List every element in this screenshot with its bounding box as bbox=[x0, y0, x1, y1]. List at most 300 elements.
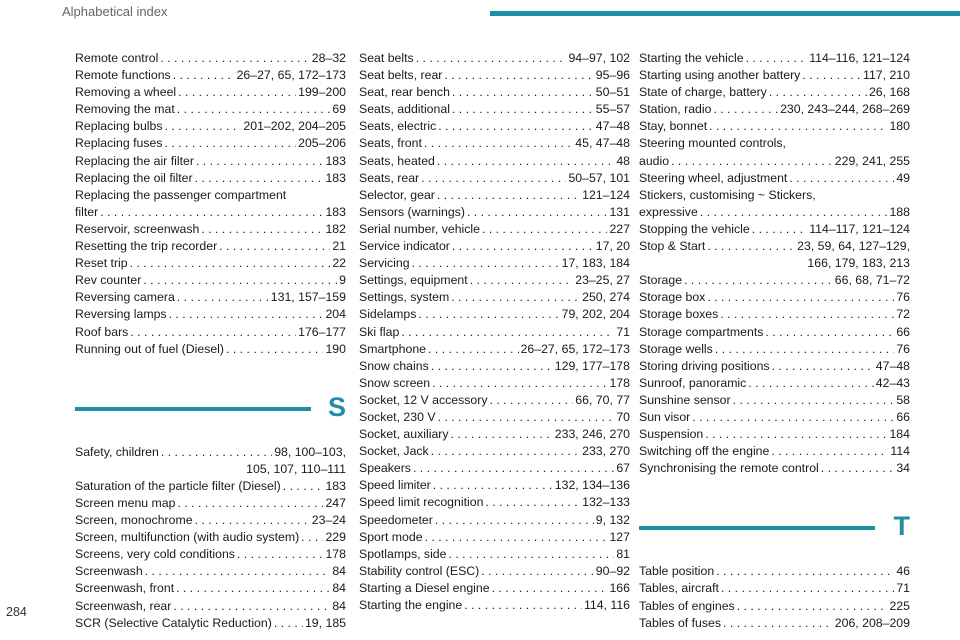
index-entry bbox=[75, 512, 346, 529]
entry-pages: 188 bbox=[889, 204, 910, 219]
entry-pages: 26–27, 65, 172–173 bbox=[236, 68, 346, 83]
dot-leader bbox=[418, 306, 559, 323]
index-entry bbox=[75, 118, 346, 135]
dot-leader bbox=[769, 84, 867, 101]
entry-term: Safety, children bbox=[75, 444, 159, 459]
index-entry bbox=[359, 460, 630, 477]
entry-term: Speakers bbox=[359, 461, 411, 476]
index-entry bbox=[75, 153, 346, 170]
dot-leader bbox=[821, 460, 895, 477]
dot-leader bbox=[452, 101, 594, 118]
dot-leader bbox=[464, 597, 582, 614]
dot-leader bbox=[160, 50, 309, 67]
index-entry bbox=[639, 101, 910, 118]
index-entry bbox=[359, 187, 630, 204]
dot-leader bbox=[720, 306, 894, 323]
section-heading-t bbox=[639, 513, 910, 557]
entry-pages: 90–92 bbox=[595, 563, 630, 578]
entry-term: Settings, equipment bbox=[359, 273, 468, 288]
entry-pages: 129, 177–178 bbox=[554, 358, 630, 373]
entry-pages: 229, 241, 255 bbox=[834, 153, 910, 168]
dot-leader bbox=[765, 324, 894, 341]
index-entry bbox=[639, 135, 910, 152]
entry-pages: 66 bbox=[896, 409, 910, 424]
index-entry bbox=[75, 221, 346, 238]
entry-pages: 42–43 bbox=[875, 375, 910, 390]
entry-term: Smartphone bbox=[359, 341, 426, 356]
entry-pages: 205–206 bbox=[298, 136, 346, 151]
entry-term: Service indicator bbox=[359, 239, 450, 254]
entry-pages: 184 bbox=[889, 427, 910, 442]
dot-leader bbox=[437, 153, 614, 170]
entry-pages: 48 bbox=[616, 153, 630, 168]
entry-term: Replacing the air filter bbox=[75, 153, 194, 168]
index-entry bbox=[639, 238, 910, 255]
index-entry bbox=[359, 597, 630, 614]
entry-term: Replacing bulbs bbox=[75, 119, 163, 134]
dot-leader bbox=[449, 546, 615, 563]
entry-pages: 76 bbox=[896, 341, 910, 356]
entry-pages: 131 bbox=[609, 204, 630, 219]
index-entry bbox=[359, 50, 630, 67]
entry-term: expressive bbox=[639, 204, 698, 219]
index-entry bbox=[75, 238, 346, 255]
entry-term: filter bbox=[75, 204, 99, 219]
dot-leader bbox=[433, 477, 553, 494]
entry-pages: 121–124 bbox=[582, 187, 630, 202]
index-entry bbox=[75, 461, 346, 478]
dot-leader bbox=[413, 460, 614, 477]
dot-leader bbox=[470, 272, 574, 289]
entry-term: Starting a Diesel engine bbox=[359, 580, 490, 595]
entry-term: Stability control (ESC) bbox=[359, 563, 480, 578]
dot-leader bbox=[274, 615, 303, 632]
entry-term: Screenwash, rear bbox=[75, 598, 172, 613]
entry-pages: 26, 168 bbox=[868, 85, 910, 100]
index-entry bbox=[359, 409, 630, 426]
dot-leader bbox=[452, 84, 594, 101]
index-entry bbox=[639, 563, 910, 580]
dot-leader bbox=[425, 529, 608, 546]
entry-term: Ski flap bbox=[359, 324, 400, 339]
dot-leader bbox=[705, 426, 887, 443]
index-entry bbox=[75, 615, 346, 632]
entry-term: Socket, Jack bbox=[359, 444, 429, 459]
entry-pages: 84 bbox=[332, 598, 346, 613]
entry-term: Stopping the vehicle bbox=[639, 221, 750, 236]
dot-leader bbox=[438, 409, 615, 426]
entry-pages: 94–97, 102 bbox=[568, 51, 630, 65]
index-entry bbox=[359, 84, 630, 101]
entry-pages: 23–25, 27 bbox=[575, 273, 630, 288]
index-entry bbox=[359, 204, 630, 221]
entry-term: Screens, very cold conditions bbox=[75, 547, 235, 562]
entry-pages: 233, 270 bbox=[582, 444, 630, 459]
dot-leader bbox=[737, 598, 888, 615]
index-entry bbox=[639, 204, 910, 221]
entry-pages: 114–116, 121–124 bbox=[809, 51, 910, 65]
index-entry bbox=[359, 392, 630, 409]
page-number: 284 bbox=[6, 605, 27, 619]
index-entry bbox=[359, 289, 630, 306]
index-entry bbox=[639, 443, 910, 460]
index-entry bbox=[639, 598, 910, 615]
dot-leader bbox=[301, 529, 323, 546]
dot-leader bbox=[145, 563, 331, 580]
dot-leader bbox=[165, 135, 297, 152]
index-entry bbox=[639, 50, 910, 67]
entry-pages: 176–177 bbox=[298, 324, 346, 339]
index-entry bbox=[639, 392, 910, 409]
entry-pages: 132, 134–136 bbox=[554, 478, 630, 493]
index-entry bbox=[639, 375, 910, 392]
index-entry bbox=[75, 478, 346, 495]
entry-term: Seats, heated bbox=[359, 153, 435, 168]
section-letter: S bbox=[327, 391, 346, 422]
index-entry bbox=[75, 598, 346, 615]
index-entry bbox=[639, 118, 910, 135]
dot-leader bbox=[401, 324, 614, 341]
entry-term: Sun visor bbox=[639, 409, 691, 424]
entry-term: Snow chains bbox=[359, 358, 429, 373]
dot-leader bbox=[177, 101, 331, 118]
entry-pages: 233, 246, 270 bbox=[554, 427, 630, 442]
dot-leader bbox=[451, 289, 580, 306]
entry-pages: 66, 68, 71–72 bbox=[834, 273, 910, 288]
index-entry bbox=[75, 135, 346, 152]
index-entry bbox=[359, 238, 630, 255]
entry-term: Remote control bbox=[75, 51, 159, 65]
entry-term: Table position bbox=[639, 564, 715, 579]
dot-leader bbox=[195, 512, 310, 529]
dot-leader bbox=[161, 444, 272, 461]
entry-term: Starting the engine bbox=[359, 598, 463, 612]
dot-leader bbox=[196, 153, 324, 170]
entry-term: Screenwash bbox=[75, 564, 143, 579]
index-entry bbox=[75, 529, 346, 546]
index-entry bbox=[359, 358, 630, 375]
entry-term: Removing the mat bbox=[75, 102, 175, 117]
entry-pages: 46 bbox=[896, 564, 910, 579]
index-entry bbox=[75, 204, 346, 221]
dot-leader bbox=[412, 255, 560, 272]
index-entry bbox=[359, 341, 630, 358]
dot-leader bbox=[173, 598, 330, 615]
index-entry bbox=[75, 170, 346, 187]
dot-leader bbox=[428, 341, 519, 358]
entry-pages: 95–96 bbox=[595, 68, 630, 83]
index-entry bbox=[359, 135, 630, 152]
entry-pages: 190 bbox=[325, 341, 346, 356]
index-entry bbox=[359, 101, 630, 118]
index-entry bbox=[639, 84, 910, 101]
index-entry bbox=[639, 460, 910, 477]
section-divider bbox=[639, 526, 875, 530]
entry-pages: 17, 20 bbox=[595, 239, 630, 254]
section-letter: T bbox=[893, 511, 910, 542]
entry-pages: 114–117, 121–124 bbox=[809, 221, 910, 236]
entry-term: Sensors (warnings) bbox=[359, 204, 465, 219]
dot-leader bbox=[772, 358, 874, 375]
entry-pages: 34 bbox=[896, 461, 910, 476]
entry-pages: 23, 59, 64, 127–129, bbox=[797, 239, 910, 254]
entry-pages: 47–48 bbox=[875, 358, 910, 373]
dot-leader bbox=[451, 426, 553, 443]
entry-pages: 19, 185 bbox=[304, 615, 346, 630]
entry-pages: 71 bbox=[616, 324, 630, 339]
entry-pages: 166 bbox=[609, 580, 630, 595]
entry-pages: 131, 157–159 bbox=[270, 290, 346, 305]
entry-pages: 178 bbox=[325, 547, 346, 562]
entry-pages: 45, 47–48 bbox=[575, 136, 630, 151]
entry-term: Sunshine sensor bbox=[639, 392, 731, 407]
entry-pages: 72 bbox=[896, 307, 910, 322]
entry-pages: 98, 100–103, bbox=[274, 444, 346, 459]
entry-list bbox=[639, 563, 910, 631]
index-entry bbox=[639, 324, 910, 341]
dot-leader bbox=[692, 409, 894, 426]
entry-term: Spotlamps, side bbox=[359, 546, 447, 561]
dot-leader bbox=[707, 238, 795, 255]
entry-term: Reversing camera bbox=[75, 290, 175, 305]
entry-term: Socket, 230 V bbox=[359, 409, 436, 424]
entry-term: Tables, aircraft bbox=[639, 581, 719, 596]
index-entry bbox=[639, 272, 910, 289]
dot-leader bbox=[195, 170, 324, 187]
index-entry bbox=[359, 118, 630, 135]
entry-pages: 66, 70, 77 bbox=[575, 392, 630, 407]
entry-term: Serial number, vehicle bbox=[359, 221, 480, 236]
dot-leader bbox=[165, 118, 242, 135]
entry-pages: 114, 116 bbox=[583, 598, 630, 612]
index-entry bbox=[75, 289, 346, 306]
entry-term: Settings, system bbox=[359, 290, 450, 305]
header-accent-bar bbox=[490, 11, 960, 16]
entry-term: Selector, gear bbox=[359, 187, 435, 202]
index-entry bbox=[75, 324, 346, 341]
entry-term: Speed limit recognition bbox=[359, 495, 484, 510]
index-entry bbox=[359, 512, 630, 529]
entry-term: Snow screen bbox=[359, 375, 431, 390]
entry-term: Seat, rear bench bbox=[359, 85, 450, 100]
index-entry bbox=[75, 444, 346, 461]
entry-term: Roof bars bbox=[75, 324, 129, 339]
dot-leader bbox=[492, 580, 608, 597]
index-entry bbox=[639, 306, 910, 323]
entry-term: Storage wells bbox=[639, 341, 713, 356]
dot-leader bbox=[226, 341, 323, 358]
index-entry bbox=[359, 67, 630, 84]
index-entry bbox=[639, 187, 910, 204]
entry-term: audio bbox=[639, 153, 670, 168]
entry-pages: 76 bbox=[896, 290, 910, 305]
entry-term: Rev counter bbox=[75, 273, 142, 288]
dot-leader bbox=[130, 324, 296, 341]
index-entry bbox=[359, 375, 630, 392]
entry-pages: 183 bbox=[325, 153, 346, 168]
entry-term: Storage box bbox=[639, 290, 706, 305]
entry-pages: 17, 183, 184 bbox=[561, 256, 630, 271]
dot-leader bbox=[169, 306, 324, 323]
entry-term: Starting the vehicle bbox=[639, 51, 744, 65]
entry-pages: 166, 179, 183, 213 bbox=[807, 256, 910, 271]
entry-pages: 183 bbox=[325, 478, 346, 493]
dot-leader bbox=[481, 563, 594, 580]
index-entry bbox=[359, 580, 630, 597]
entry-list bbox=[639, 50, 910, 477]
entry-pages: 21 bbox=[332, 239, 346, 254]
dot-leader bbox=[716, 563, 894, 580]
index-entry bbox=[359, 529, 630, 546]
entry-pages: 9 bbox=[339, 273, 346, 288]
dot-leader bbox=[467, 204, 608, 221]
index-entry bbox=[75, 67, 346, 84]
dot-leader bbox=[746, 50, 808, 67]
index-entry bbox=[75, 563, 346, 580]
entry-pages: 69 bbox=[332, 102, 346, 117]
index-entry bbox=[359, 563, 630, 580]
entry-term: Speedometer bbox=[359, 512, 433, 527]
index-entry bbox=[75, 101, 346, 118]
index-entry bbox=[639, 358, 910, 375]
entry-list bbox=[75, 444, 346, 632]
entry-term: Screen, monochrome bbox=[75, 513, 193, 528]
section-heading-s bbox=[75, 391, 346, 438]
entry-term: Seats, electric bbox=[359, 119, 437, 134]
section-divider bbox=[75, 407, 311, 411]
entry-pages: 114 bbox=[890, 444, 910, 459]
index-entry bbox=[639, 255, 910, 272]
entry-pages: 81 bbox=[616, 546, 630, 561]
entry-term: State of charge, battery bbox=[639, 85, 767, 100]
dot-leader bbox=[219, 238, 330, 255]
dot-leader bbox=[432, 375, 607, 392]
dot-leader bbox=[431, 358, 553, 375]
dot-leader bbox=[721, 580, 894, 597]
entry-term: Screenwash, front bbox=[75, 581, 175, 596]
index-column-1 bbox=[75, 50, 346, 632]
entry-pages: 127 bbox=[609, 529, 630, 544]
dot-leader bbox=[421, 170, 566, 187]
dot-leader bbox=[452, 238, 594, 255]
dot-leader bbox=[482, 221, 607, 238]
index-entry bbox=[75, 50, 346, 67]
entry-pages: 229 bbox=[325, 530, 346, 545]
index-entry bbox=[359, 426, 630, 443]
index-entry bbox=[359, 272, 630, 289]
entry-pages: 22 bbox=[332, 256, 346, 271]
entry-term: Reversing lamps bbox=[75, 307, 167, 322]
entry-pages: 28–32 bbox=[311, 51, 346, 65]
index-entry bbox=[75, 546, 346, 563]
entry-term: Storage boxes bbox=[639, 307, 719, 322]
index-entry bbox=[639, 341, 910, 358]
index-entry bbox=[359, 443, 630, 460]
entry-pages: 23–24 bbox=[311, 513, 346, 528]
entry-term: Replacing the oil filter bbox=[75, 170, 193, 185]
index-entry bbox=[359, 306, 630, 323]
entry-term: Screen, multifunction (with audio system) bbox=[75, 530, 300, 545]
entry-term: Servicing bbox=[359, 256, 410, 271]
entry-pages: 49 bbox=[896, 170, 910, 185]
dot-leader bbox=[671, 153, 833, 170]
entry-term: Station, radio bbox=[639, 102, 712, 117]
index-entry bbox=[639, 67, 910, 84]
index-entry bbox=[75, 580, 346, 597]
entry-term: Reservoir, screenwash bbox=[75, 221, 200, 236]
entry-pages: 79, 202, 204 bbox=[561, 307, 630, 322]
entry-term: Steering mounted controls, bbox=[639, 136, 786, 151]
index-entry bbox=[359, 153, 630, 170]
entry-term: Removing a wheel bbox=[75, 85, 177, 100]
entry-pages: 199–200 bbox=[298, 85, 346, 100]
index-entry bbox=[75, 84, 346, 101]
entry-term: Screen menu map bbox=[75, 495, 176, 510]
index-entry bbox=[359, 255, 630, 272]
dot-leader bbox=[707, 289, 894, 306]
dot-leader bbox=[130, 255, 331, 272]
dot-leader bbox=[444, 67, 593, 84]
index-entry bbox=[75, 341, 346, 358]
entry-pages: 66 bbox=[896, 324, 910, 339]
entry-term: Running out of fuel (Diesel) bbox=[75, 341, 225, 356]
entry-term: Storing driving positions bbox=[639, 358, 770, 373]
index-entry bbox=[359, 477, 630, 494]
entry-term: Synchronising the remote control bbox=[639, 461, 819, 476]
header-title: Alphabetical index bbox=[62, 4, 168, 19]
entry-term: Sport mode bbox=[359, 529, 423, 544]
index-entry bbox=[359, 546, 630, 563]
entry-pages: 206, 208–209 bbox=[834, 615, 910, 630]
entry-term: Socket, 12 V accessory bbox=[359, 392, 488, 407]
dot-leader bbox=[789, 170, 894, 187]
dot-leader bbox=[748, 375, 873, 392]
dot-leader bbox=[723, 615, 833, 632]
dot-leader bbox=[715, 341, 894, 358]
dot-leader bbox=[490, 392, 574, 409]
dot-leader bbox=[733, 392, 895, 409]
dot-leader bbox=[752, 221, 807, 238]
entry-term: Seats, rear bbox=[359, 170, 420, 185]
entry-term: Reset trip bbox=[75, 256, 128, 271]
dot-leader bbox=[283, 478, 324, 495]
dot-leader bbox=[178, 84, 296, 101]
entry-term: Starting using another battery bbox=[639, 68, 801, 83]
entry-term: Switching off the engine bbox=[639, 444, 770, 459]
dot-leader bbox=[438, 118, 594, 135]
index-entry bbox=[359, 170, 630, 187]
entry-pages: 26–27, 65, 172–173 bbox=[520, 341, 630, 356]
dot-leader bbox=[435, 512, 594, 529]
dot-leader bbox=[201, 221, 323, 238]
entry-term: Socket, auxiliary bbox=[359, 427, 449, 442]
dot-leader bbox=[237, 546, 324, 563]
entry-term: Speed limiter bbox=[359, 478, 431, 493]
index-entry bbox=[359, 221, 630, 238]
dot-leader bbox=[416, 50, 567, 67]
dot-leader bbox=[713, 101, 778, 118]
entry-pages: 70 bbox=[616, 409, 630, 424]
entry-pages: 58 bbox=[896, 392, 910, 407]
entry-pages: 201–202, 204–205 bbox=[243, 119, 346, 134]
index-entry bbox=[359, 324, 630, 341]
entry-term: Tables of fuses bbox=[639, 615, 722, 630]
index-entry bbox=[75, 255, 346, 272]
dot-leader bbox=[100, 204, 323, 221]
index-entry bbox=[639, 170, 910, 187]
entry-pages: 55–57 bbox=[595, 102, 630, 117]
entry-term: Seat belts bbox=[359, 51, 414, 65]
